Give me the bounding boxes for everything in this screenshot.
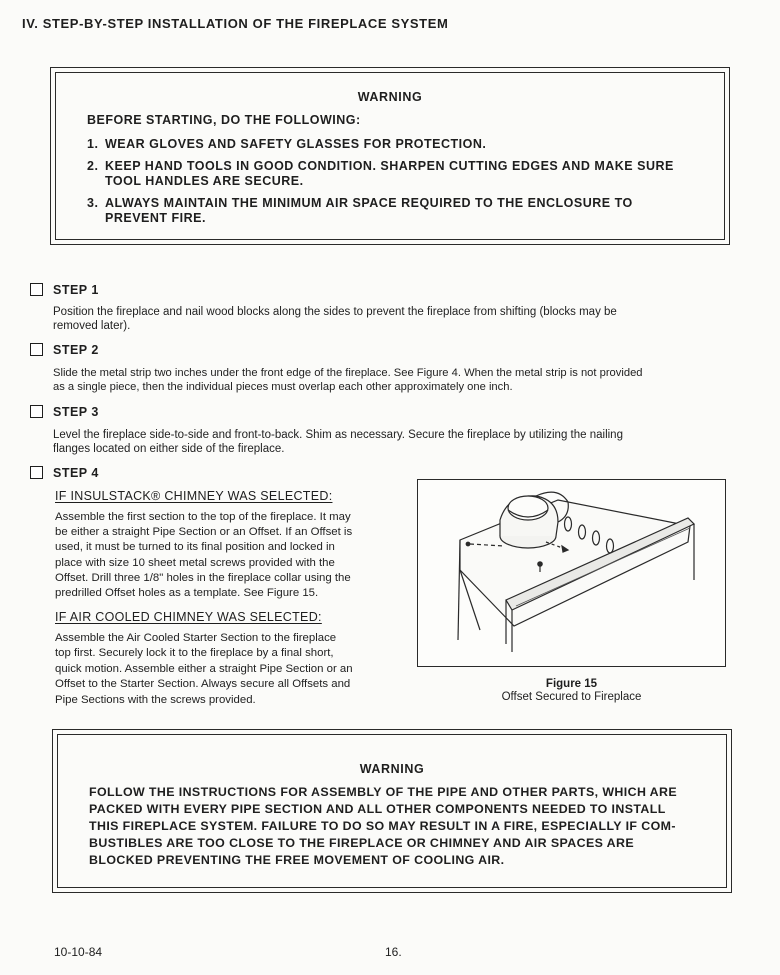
step-1-text-line: Position the fireplace and nail wood blocks along the sides to prevent the fireplace from shifting (blocks may be [53,306,617,318]
warning-top-intro: BEFORE STARTING, DO THE FOLLOWING: [87,113,361,127]
aircooled-heading: IF AIR COOLED CHIMNEY WAS SELECTED: [55,610,322,624]
warning-top-title: WARNING [357,90,423,104]
warning-top-item-text: WEAR GLOVES AND SAFETY GLASSES FOR PROTECTION. [105,137,487,151]
warning-bottom-text-line: BLOCKED PREVENTING THE FREE MOVEMENT OF COOLING AIR. [89,853,505,867]
aircooled-text-line: Assemble the Air Cooled Starter Section to the fireplace [55,632,337,644]
insulstack-text-line: Assemble the first section to the top of the fireplace. It may [55,511,351,523]
step-4-label: STEP 4 [53,466,99,480]
warning-bottom-text-line: FOLLOW THE INSTRUCTIONS FOR ASSEMBLY OF THE PIPE AND OTHER PARTS, WHICH ARE [89,785,678,799]
warning-top-item-text: PREVENT FIRE. [105,211,206,225]
warning-top-item-number: 2. [87,159,99,173]
step-1-label: STEP 1 [53,283,99,297]
warning-top-item-number: 3. [87,196,99,210]
warning-bottom-text-line: BUSTIBLES ARE TOO CLOSE TO THE FIREPLACE OR CHIMNEY AND AIR SPACES ARE [89,836,635,850]
insulstack-text [55,510,352,601]
warning-top-item-text: TOOL HANDLES ARE SECURE. [105,174,304,188]
step-3-text-line: Level the fireplace side-to-side and front-to-back. Shim as necessary. Secure the fireplace by utilizing the nailing [53,429,623,441]
step-2-checkbox[interactable] [30,343,43,356]
step-2-text-line: as a single piece, then the individual pieces must overlap each other approximately one inch. [53,381,513,393]
warning-top-item [87,196,633,226]
step-1-text-line: removed later). [53,320,131,332]
step-2-text-line: Slide the metal strip two inches under the front edge of the fireplace. See Figure 4. When the metal strip is not provided [53,367,643,379]
warning-top-item [87,137,486,152]
insulstack-text-line: used, it must be turned to its final position and locked in [55,541,335,554]
step-4-checkbox[interactable] [30,466,43,479]
step-3-checkbox[interactable] [30,405,43,418]
warning-bottom-text-line: THIS FIREPLACE SYSTEM. FAILURE TO DO SO MAY RESULT IN A FIRE, ESPECIALLY IF COM- [89,819,676,833]
warning-top-item-number: 1. [87,137,99,151]
insulstack-text-line: predrilled Offset holes as a template. See Figure 15. [55,587,319,600]
insulstack-text-line: Offset. Drill three 1/8" holes in the fireplace collar using the [55,571,351,584]
figure-15-label: Figure 15 [545,678,598,690]
warning-top-item [87,159,674,189]
warning-top-item-text: KEEP HAND TOOLS IN GOOD CONDITION. SHARPEN CUTTING EDGES AND MAKE SURE [105,159,674,173]
figure-15-caption: Offset Secured to Fireplace [501,691,642,703]
insulstack-text-line: place with size 10 sheet metal screws provided with the [55,556,335,569]
page-number: 16. [385,945,402,959]
step-3-text-line: flanges located on either side of the fireplace. [53,443,285,455]
step-1-text [53,305,617,333]
aircooled-text-line: quick motion. Assemble either a straight Pipe Section or an [55,662,353,675]
aircooled-text-line: Pipe Sections with the screws provided. [55,693,256,706]
fireplace-offset-illustration [418,480,725,666]
step-1-checkbox[interactable] [30,283,43,296]
aircooled-text [55,631,353,708]
warning-bottom-title: WARNING [359,762,425,776]
aircooled-text-line: top first. Securely lock it to the fireplace by a final short, [55,647,334,660]
insulstack-text-line: be either a straight Pipe Section or an Offset. If an Offset is [55,526,353,539]
figure-15-frame [417,479,726,667]
step-2-label: STEP 2 [53,343,99,357]
warning-bottom-text [89,784,677,869]
insulstack-heading: IF INSULSTACK® CHIMNEY WAS SELECTED: [55,489,333,503]
aircooled-text-line: Offset to the Starter Section. Always secure all Offsets and [55,678,351,691]
warning-bottom-text-line: PACKED WITH EVERY PIPE SECTION AND ALL OTHER COMPONENTS NEEDED TO INSTALL [89,802,666,816]
step-2-text [53,366,643,394]
step-3-label: STEP 3 [53,405,99,419]
footer-date: 10-10-84 [54,945,103,959]
section-title: IV. STEP-BY-STEP INSTALLATION OF THE FIREPLACE SYSTEM [22,16,449,31]
step-3-text [53,428,623,456]
warning-top-item-text: ALWAYS MAINTAIN THE MINIMUM AIR SPACE REQUIRED TO THE ENCLOSURE TO [105,196,633,210]
